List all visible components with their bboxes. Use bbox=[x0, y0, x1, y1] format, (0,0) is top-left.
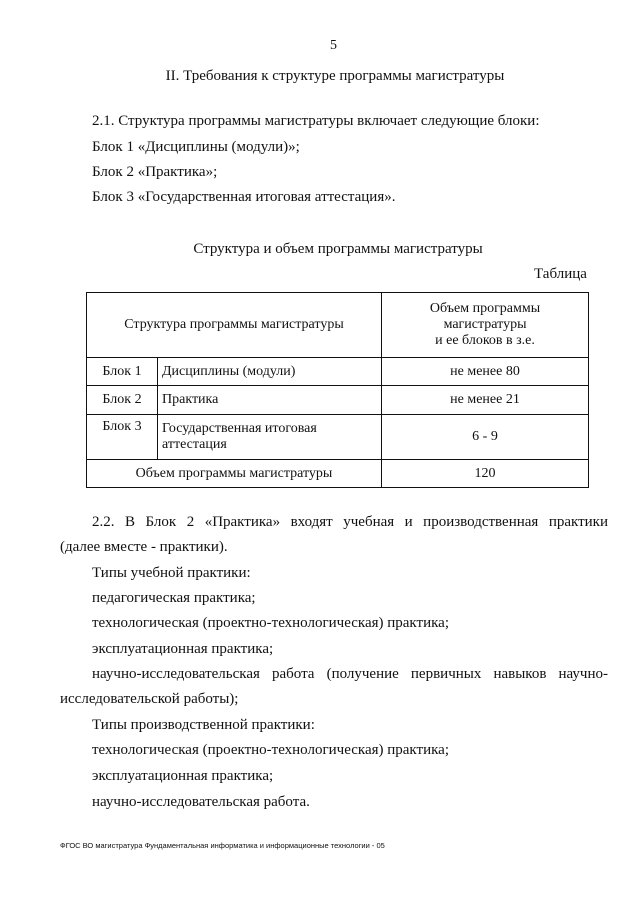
header-volume-cell bbox=[382, 293, 589, 358]
table-label: Таблица bbox=[534, 266, 587, 282]
block-name-cell bbox=[158, 415, 382, 460]
edu-practice-type-4-line-1: научно-исследовательская работа (получение первичных навыков научно- bbox=[92, 666, 608, 682]
block-cell: Блок 1 bbox=[87, 358, 158, 386]
total-value-cell: 120 bbox=[382, 460, 589, 488]
edu-practice-types-title: Типы учебной практики: bbox=[92, 565, 251, 581]
block-3-line: Блок 3 «Государственная итоговая аттестация». bbox=[92, 189, 396, 205]
block-name-cell bbox=[158, 358, 382, 386]
prod-practice-type-2: эксплуатационная практика; bbox=[92, 768, 274, 784]
page-number: 5 bbox=[330, 38, 337, 53]
table-caption: Структура и объем программы магистратуры bbox=[193, 241, 483, 257]
block-volume-cell: не менее 21 bbox=[382, 386, 589, 415]
block-2-line: Блок 2 «Практика»; bbox=[92, 164, 218, 180]
page-footer: ФГОС ВО магистратура Фундаментальная информатика и информационные технологии - 05 bbox=[60, 841, 385, 850]
table-row bbox=[87, 415, 589, 460]
header-volume-line-2: магистратуры bbox=[443, 317, 527, 332]
table-row bbox=[87, 358, 589, 386]
header-volume-line-1: Объем программы bbox=[429, 301, 541, 316]
paragraph-2-2-line-2: (далее вместе - практики). bbox=[60, 539, 228, 555]
table-row bbox=[87, 386, 589, 415]
edu-practice-type-1: педагогическая практика; bbox=[92, 590, 256, 606]
structure-table bbox=[86, 292, 589, 488]
prod-practice-type-1: технологическая (проектно-технологическая) практика; bbox=[92, 742, 449, 758]
section-title: II. Требования к структуре программы магистратуры bbox=[165, 68, 505, 84]
edu-practice-type-2: технологическая (проектно-технологическая) практика; bbox=[92, 615, 449, 631]
block-name-line-1: Государственная итоговая bbox=[162, 421, 317, 436]
edu-practice-type-4-line-2: исследовательской работы); bbox=[60, 691, 239, 707]
paragraph-2-2-line-1: 2.2. В Блок 2 «Практика» входят учебная и производственная практики bbox=[92, 514, 608, 530]
header-volume-line-3: и ее блоков в з.е. bbox=[435, 333, 535, 348]
edu-practice-type-3: эксплуатационная практика; bbox=[92, 641, 274, 657]
prod-practice-type-3: научно-исследовательская работа. bbox=[92, 794, 310, 810]
block-cell: Блок 2 bbox=[87, 386, 158, 415]
block-volume-cell: не менее 80 bbox=[382, 358, 589, 386]
header-structure-text: Структура программы магистратуры bbox=[124, 317, 344, 332]
paragraph-2-1: 2.1. Структура программы магистратуры включает следующие блоки: bbox=[92, 113, 540, 129]
block-1-line: Блок 1 «Дисциплины (модули)»; bbox=[92, 139, 300, 155]
block-name-cell bbox=[158, 386, 382, 415]
table-header-row bbox=[87, 293, 589, 358]
table-total-row bbox=[87, 460, 589, 488]
block-name-text: Дисциплины (модули) bbox=[162, 363, 296, 379]
header-structure-cell bbox=[87, 293, 382, 358]
block-name-text: Практика bbox=[162, 392, 219, 407]
prod-practice-types-title: Типы производственной практики: bbox=[92, 717, 315, 733]
block-cell: Блок 3 bbox=[87, 415, 158, 460]
block-volume-cell: 6 - 9 bbox=[382, 415, 589, 460]
total-label-cell: Объем программы магистратуры bbox=[87, 460, 382, 488]
block-name-line-2: аттестация bbox=[162, 437, 227, 452]
